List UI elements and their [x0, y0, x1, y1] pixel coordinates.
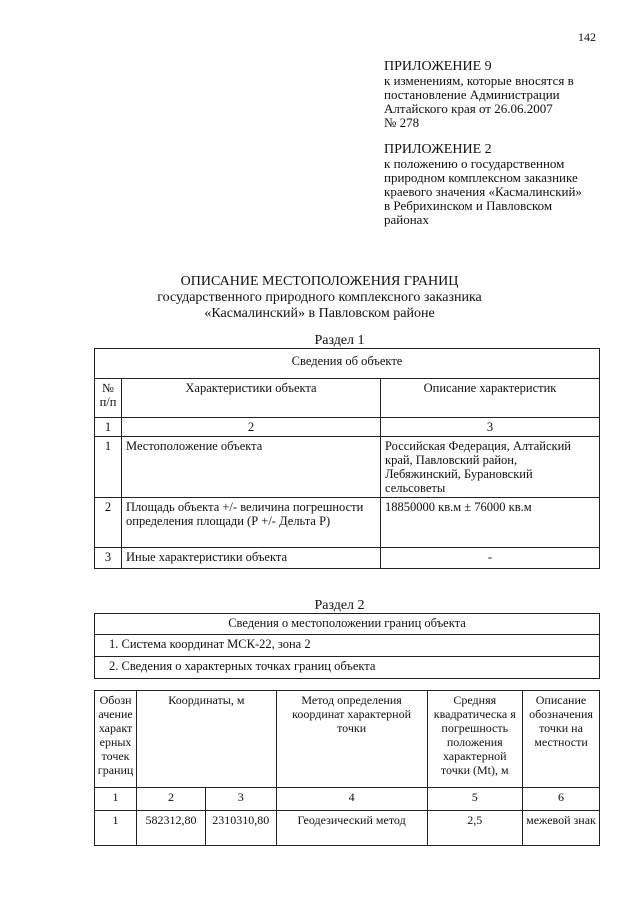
page-number: 142: [578, 30, 596, 44]
row-number: 3: [95, 548, 122, 569]
title-line: «Касмалинский» в Павловском районе: [204, 306, 435, 321]
appendix-2-line: к положению о государственном: [384, 156, 565, 171]
row-characteristic: Площадь объекта +/- величина погрешности определения площади (Р +/- Дельта Р): [122, 498, 381, 548]
object-info-table: [94, 348, 600, 569]
row-number: 2: [95, 498, 122, 548]
index-cell: 1: [95, 418, 122, 437]
column-header-coordinates: Координаты, м: [137, 691, 277, 788]
index-cell: 5: [427, 788, 522, 811]
column-header-mark: Описание обозначения точки на местности: [522, 691, 599, 788]
appendix-9-line: постановление Администрации: [384, 87, 560, 102]
title-line: ОПИСАНИЕ МЕСТОПОЛОЖЕНИЯ ГРАНИЦ: [180, 274, 459, 289]
table-header: Сведения о местоположении границ объекта: [95, 614, 600, 635]
point-id: 1: [95, 811, 137, 846]
appendix-9-line: к изменениям, которые вносятся в: [384, 73, 574, 88]
row-number: 1: [95, 437, 122, 498]
row-description: 18850000 кв.м ± 76000 кв.м: [381, 498, 600, 548]
appendix-9-title: ПРИЛОЖЕНИЕ 9: [384, 59, 492, 74]
mark-cell: межевой знак: [522, 811, 599, 846]
index-cell: 2: [122, 418, 381, 437]
appendix-2-title: ПРИЛОЖЕНИЕ 2: [384, 142, 492, 157]
method-cell: Геодезический метод: [276, 811, 427, 846]
appendix-9-line: Алтайского края от 26.06.2007: [384, 101, 553, 116]
index-cell: 2: [137, 788, 206, 811]
column-header-error: Средняя квадратическа я погрешность положения характерной точки (Mt), м: [427, 691, 522, 788]
table-row: [95, 437, 600, 498]
points-info-row: 2. Сведения о характерных точках границ объекта: [95, 657, 600, 679]
table-header: Сведения об объекте: [95, 349, 600, 379]
row-characteristic: Иные характеристики объекта: [122, 548, 381, 569]
table-row: [95, 811, 600, 846]
index-cell: 3: [205, 788, 276, 811]
section-2-label: Раздел 2: [314, 598, 365, 613]
row-description: -: [381, 548, 600, 569]
appendix-2-line: в Ребрихинском и Павловском: [384, 198, 553, 213]
boundary-points-table: [94, 690, 600, 846]
index-cell: 3: [381, 418, 600, 437]
column-header-point: Обозн ачение характ ерных точек границ: [95, 691, 137, 788]
coordinate-system-row: 1. Система координат МСК-22, зона 2: [95, 635, 600, 657]
column-header-description: Описание характеристик: [381, 379, 600, 418]
coordinate-x: 582312,80: [137, 811, 206, 846]
index-cell: 1: [95, 788, 137, 811]
table-row: [95, 548, 600, 569]
row-description: Российская Федерация, Алтайский край, Павловский район, Лебяжинский, Бурановский сельсоветы: [381, 437, 600, 498]
boundary-info-table: [94, 613, 600, 679]
appendix-9-block: [384, 60, 624, 130]
appendix-9-line: № 278: [384, 115, 420, 130]
appendix-2-line: природном комплексном заказнике: [384, 170, 578, 185]
appendix-2-line: районах: [384, 212, 429, 227]
index-cell: 6: [522, 788, 599, 811]
column-header-characteristic: Характеристики объекта: [122, 379, 381, 418]
appendix-2-block: [384, 143, 624, 227]
column-header-method: Метод определения координат характерной точки: [276, 691, 427, 788]
column-header-number: № п/п: [95, 379, 122, 418]
row-characteristic: Местоположение объекта: [122, 437, 381, 498]
coordinate-y: 2310310,80: [205, 811, 276, 846]
document-title: [0, 274, 639, 322]
index-cell: 4: [276, 788, 427, 811]
error-cell: 2,5: [427, 811, 522, 846]
section-1-label: Раздел 1: [314, 333, 365, 348]
table-row: [95, 498, 600, 548]
appendix-2-line: краевого значения «Касмалинский»: [384, 184, 582, 199]
title-line: государственного природного комплексного заказника: [157, 290, 482, 305]
